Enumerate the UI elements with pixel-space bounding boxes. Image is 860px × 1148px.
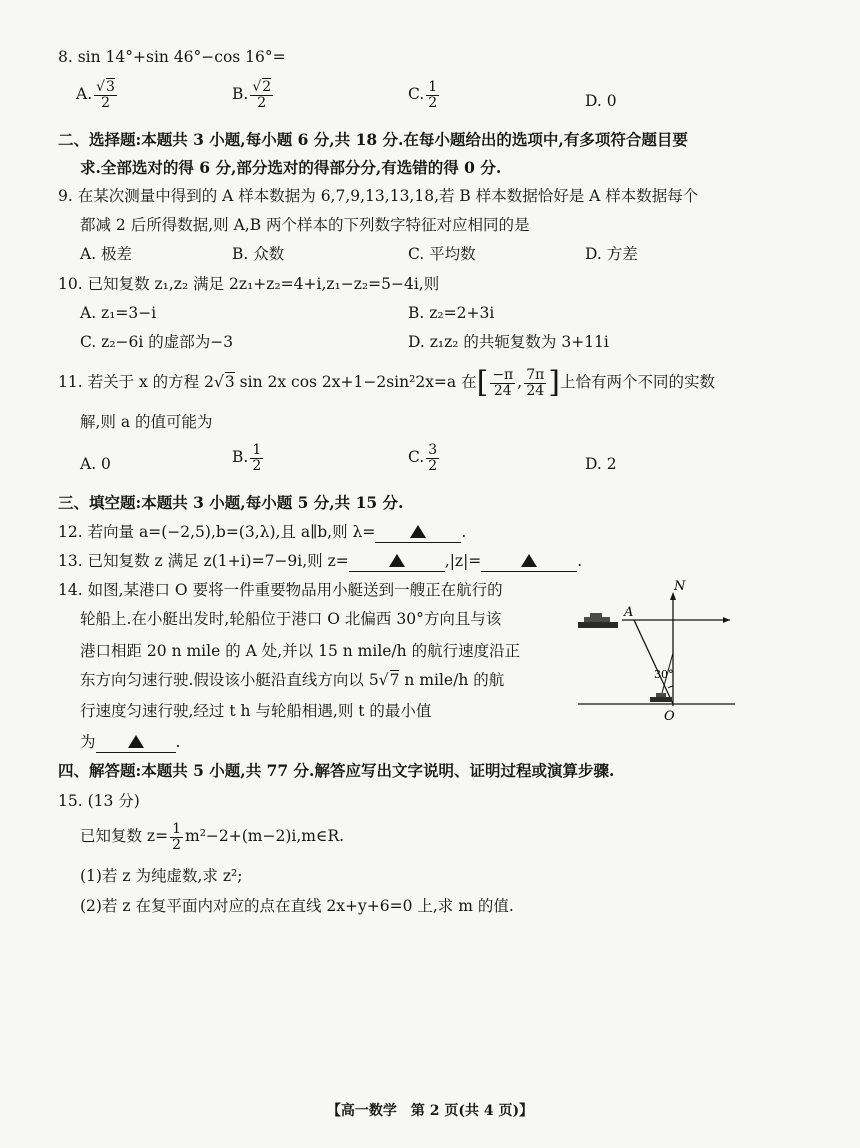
q11-option-a: A. 0 xyxy=(80,455,111,473)
q10-stem: 10. 已知复数 z₁,z₂ 满足 2z₁+z₂=4+i,z₁−z₂=5−4i,则 xyxy=(58,275,440,293)
q14-stem-line6: 为 . xyxy=(80,733,181,751)
section-2-title-line1: 二、选择题:本题共 3 小题,每小题 6 分,共 18 分.在每小题给出的选项中,有多项符合题目要 xyxy=(58,130,688,149)
q10-option-c: C. z₂−6i 的虚部为−3 xyxy=(80,333,234,351)
q14-stem-line3: 港口相距 20 n mile 的 A 处,并以 15 n mile/h 的航行速度沿正 xyxy=(80,642,521,660)
q13-answer-blank-2[interactable] xyxy=(481,552,577,572)
q8-option-b: B. $\frac{√2}{2}$ xyxy=(232,79,272,111)
q8-stem: 8. sin 14°+sin 46°−cos 16°= xyxy=(58,48,286,66)
q12-answer-blank[interactable] xyxy=(375,523,461,543)
q9-stem-line2: 都减 2 后所得数据,则 A,B 两个样本的下列数字特征对应相同的是 xyxy=(80,216,530,234)
triangle-icon xyxy=(521,554,537,567)
q15-part-1: (1)若 z 为纯虚数,求 z²; xyxy=(80,867,243,885)
q14-figure xyxy=(570,578,740,728)
q9-option-b: B. 众数 xyxy=(232,245,285,263)
section-2-title-line2: 求.全部选对的得 6 分,部分选对的得部分分,有选错的得 0 分. xyxy=(80,158,502,177)
q15-part-2: (2)若 z 在复平面内对应的点在直线 2x+y+6=0 上,求 m 的值. xyxy=(80,897,514,915)
q10-option-a: A. z₁=3−i xyxy=(80,304,157,322)
q11-option-c: C. $\frac{3}{2}$ xyxy=(408,442,438,474)
q14-stem-line5: 行速度匀速行驶,经过 t h 与轮船相遇,则 t 的最小值 xyxy=(80,702,432,720)
section-3-title: 三、填空题:本题共 3 小题,每小题 5 分,共 15 分. xyxy=(58,493,404,512)
q8-option-c: C. $\frac{1}{2}$ xyxy=(408,79,438,111)
q9-option-c: C. 平均数 xyxy=(408,245,476,263)
q11-stem-line1: 11. 若关于 x 的方程 2√3 sin 2x cos 2x+1−2sin²2x=a 在[ $\frac{-\pi}{24}$ , $\frac{7\pi}{24}$ ]上恰有两个不同的实数 xyxy=(58,365,716,401)
q14-stem-line2: 轮船上.在小艇出发时,轮船位于港口 O 北偏西 30°方向且与该 xyxy=(80,610,502,628)
segment-oa xyxy=(634,620,673,704)
q15-heading: 15. (13 分) xyxy=(58,792,140,810)
label-o: O xyxy=(664,709,675,724)
q9-option-d: D. 方差 xyxy=(585,245,638,263)
label-a: A xyxy=(624,605,634,620)
label-n: N xyxy=(674,579,686,594)
q11-option-b: B. $\frac{1}{2}$ xyxy=(232,442,262,474)
q12-stem: 12. 若向量 a=(−2,5),b=(3,λ),且 a∥b,则 λ= . xyxy=(58,523,467,541)
q8-option-d: D. 0 xyxy=(585,92,617,110)
label-angle: 30° xyxy=(654,668,674,681)
triangle-icon xyxy=(389,554,405,567)
triangle-icon xyxy=(128,735,144,748)
q9-option-a: A. 极差 xyxy=(80,245,133,263)
ship-icon xyxy=(578,613,618,628)
east-arrow-icon xyxy=(723,617,730,623)
q15-stem: 已知复数 z= $\frac{1}{2}$ m²−2+(m−2)i,m∈R. xyxy=(80,821,345,853)
q14-stem-line1: 14. 如图,某港口 O 要将一件重要物品用小艇送到一艘正在航行的 xyxy=(58,581,503,599)
q9-stem-line1: 9. 在某次测量中得到的 A 样本数据为 6,7,9,13,13,18,若 B 样本数据恰好是 A 样本数据每个 xyxy=(58,187,699,205)
triangle-icon xyxy=(410,525,426,538)
q13-stem: 13. 已知复数 z 满足 z(1+i)=7−9i,则 z= ,|z|= . xyxy=(58,552,583,570)
q11-option-d: D. 2 xyxy=(585,455,617,473)
q14-stem-line4: 东方向匀速行驶.假设该小艇沿直线方向以 5√7 n mile/h 的航 xyxy=(80,671,505,689)
angle-arc xyxy=(668,686,673,688)
section-4-title: 四、解答题:本题共 5 小题,共 77 分.解答应写出文字说明、证明过程或演算步骤. xyxy=(58,761,615,780)
q8-option-a: A. $\frac{√3}{2}$ xyxy=(76,79,115,111)
page-footer: 【高一数学 第 2 页(共 4 页)】 xyxy=(326,1103,534,1119)
q13-answer-blank-1[interactable] xyxy=(349,552,445,572)
q10-option-d: D. z₁z₂ 的共轭复数为 3+11i xyxy=(408,333,609,351)
q10-option-b: B. z₂=2+3i xyxy=(408,304,495,322)
q11-stem-line2: 解,则 a 的值可能为 xyxy=(80,413,213,431)
q14-answer-blank[interactable] xyxy=(96,733,176,753)
